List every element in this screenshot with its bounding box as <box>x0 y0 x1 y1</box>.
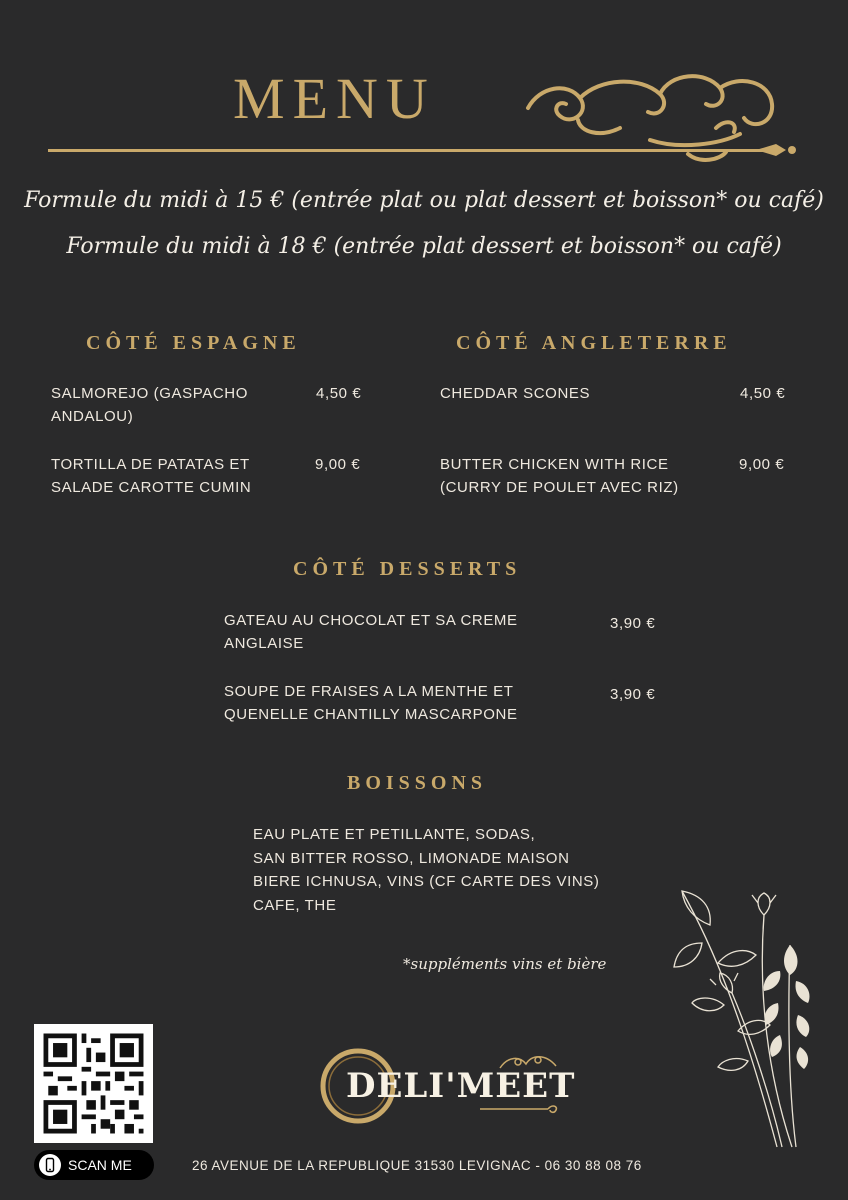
section-title-spain: CÔTÉ ESPAGNE <box>86 332 301 354</box>
logo-text: DELI'MEET <box>346 1066 576 1106</box>
address-and-phone: 26 AVENUE DE LA REPUBLIQUE 31530 LEVIGNAC - 06 30 88 08 76 <box>192 1158 642 1173</box>
item-name-line: GATEAU AU CHOCOLAT ET SA CREME <box>224 612 518 629</box>
menu-item <box>51 382 301 428</box>
menu-item <box>440 382 720 405</box>
item-name-line: (CURRY DE POULET AVEC RIZ) <box>440 479 679 496</box>
scan-me-button[interactable] <box>34 1150 154 1180</box>
lunch-formula-15: Formule du midi à 15 € (entrée plat ou plat dessert et boisson* ou café) <box>24 188 824 213</box>
item-name-line: QUENELLE CHANTILLY MASCARPONE <box>224 706 518 723</box>
floral-branch-icon <box>672 885 822 1155</box>
item-price: 3,90 € <box>610 686 656 703</box>
item-name-line: SOUPE DE FRAISES A LA MENTHE ET <box>224 683 514 700</box>
item-price: 9,00 € <box>739 456 785 473</box>
drinks-line: SAN BITTER ROSSO, LIMONADE MAISON <box>253 849 570 867</box>
menu-item <box>224 609 594 655</box>
drinks-line: CAFE, THE <box>253 896 337 914</box>
item-name-line: BUTTER CHICKEN WITH RICE <box>440 456 669 473</box>
scan-me-label: SCAN ME <box>68 1157 132 1173</box>
item-price: 4,50 € <box>316 385 362 402</box>
phone-icon <box>39 1154 61 1176</box>
menu-item <box>51 453 301 499</box>
gold-flourish-icon <box>520 68 810 168</box>
menu-item <box>440 453 730 499</box>
logo-underline-icon <box>478 1102 560 1116</box>
title-underline <box>48 149 778 152</box>
drinks-line: BIERE ICHNUSA, VINS (CF CARTE DES VINS) <box>253 873 600 890</box>
item-price: 3,90 € <box>610 615 656 632</box>
item-name-line: CHEDDAR SCONES <box>440 385 591 402</box>
item-name-line: SALADE CAROTTE CUMIN <box>51 479 252 496</box>
item-price: 9,00 € <box>315 456 361 473</box>
section-title-england: CÔTÉ ANGLETERRE <box>456 332 732 354</box>
section-title-drinks: BOISSONS <box>347 772 488 794</box>
lunch-formula-18: Formule du midi à 18 € (entrée plat dessert et boisson* ou café) <box>66 234 782 259</box>
drinks-line: EAU PLATE ET PETILLANTE, SODAS, <box>253 826 536 843</box>
item-name-line: SALMOREJO (GASPACHO <box>51 385 248 402</box>
qr-code[interactable] <box>34 1024 153 1143</box>
item-name-line: ANGLAISE <box>224 635 304 652</box>
menu-item <box>224 680 594 726</box>
qr-code-icon <box>34 1024 153 1143</box>
supplements-note: *suppléments vins et bière <box>403 955 607 973</box>
item-name-line: ANDALOU) <box>51 408 134 425</box>
section-title-desserts: CÔTÉ DESSERTS <box>293 558 522 580</box>
item-price: 4,50 € <box>740 385 786 402</box>
page-title: MENU <box>233 66 436 131</box>
drinks-list <box>253 823 673 917</box>
item-name-line: TORTILLA DE PATATAS ET <box>51 456 250 473</box>
